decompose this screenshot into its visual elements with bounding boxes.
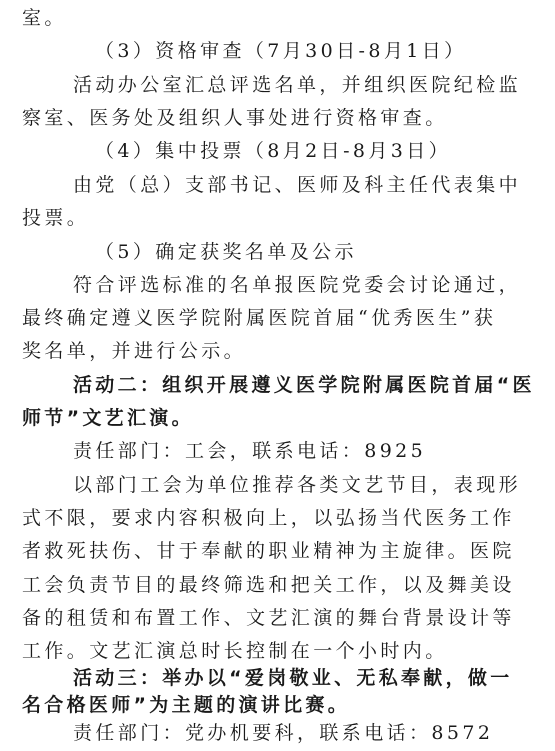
text-line: 符合评选标准的名单报医院党委会讨论通过，	[73, 274, 522, 296]
text-line: 奖名单，并进行公示。	[22, 340, 247, 362]
text-line: 者救死扶伤、甘于奉献的职业精神为主旋律。医院	[22, 540, 515, 562]
section-heading: （5）确定获奖名单及公示	[95, 241, 357, 263]
text-line: 活动办公室汇总评选名单，并组织医院纪检监	[73, 74, 522, 96]
text-line: 工会负责节目的最终筛选和把关工作，以及舞美设	[22, 574, 515, 596]
responsible-department: 责任部门：工会，联系电话：8925	[73, 440, 427, 462]
text-line: 由党（总）支部书记、医师及科主任代表集中	[73, 174, 522, 196]
text-line: 工作。文艺汇演总时长控制在一个小时内。	[22, 640, 448, 662]
text-line: 以部门工会为单位推荐各类文艺节目，表现形	[73, 474, 522, 496]
responsible-department: 责任部门：党办机要科，联系电话：8572	[73, 722, 494, 744]
section-heading: （3）资格审查（7月30日-8月1日）	[95, 40, 467, 62]
text-line: 投票。	[22, 207, 90, 229]
text-line: 室。	[22, 7, 67, 29]
text-line: 察室、医务处及组织人事处进行资格审查。	[22, 107, 448, 129]
activity-heading: 师节”文艺汇演。	[22, 407, 194, 429]
activity-heading: 活动三：举办以“爱岗敬业、无私奉献，做一	[73, 667, 513, 689]
text-line: 最终确定遵义医学院附属医院首届“优秀医生”获	[22, 307, 497, 329]
activity-heading: 名合格医师”为主题的演讲比赛。	[22, 694, 350, 716]
section-heading: （4）集中投票（8月2日-8月3日）	[95, 140, 452, 162]
text-line: 式不限，要求内容积极向上，以弘扬当代医务工作	[22, 507, 515, 529]
activity-heading: 活动二：组织开展遵义医学院附属医院首届“医	[73, 374, 535, 396]
text-line: 备的租赁和布置工作、文艺汇演的舞台背景设计等	[22, 607, 515, 629]
